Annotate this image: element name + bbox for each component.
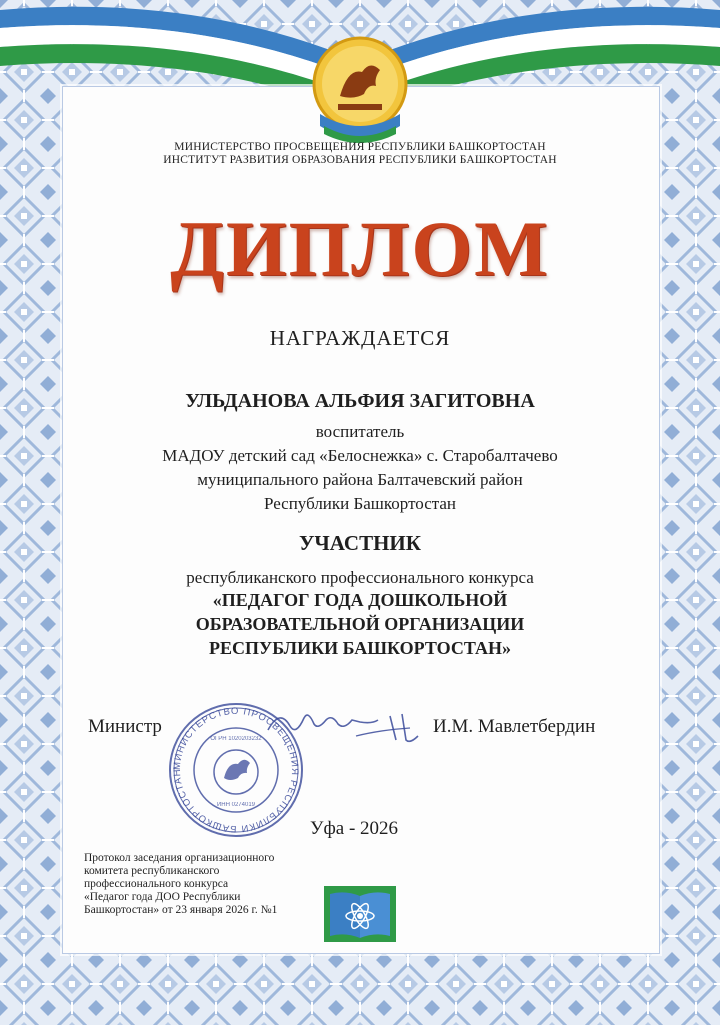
contest-name-line-2: ОБРАЗОВАТЕЛЬНОЙ ОРГАНИЗАЦИИ — [195, 614, 525, 634]
recipient-org-line-2: муниципального района Балтачевский район — [197, 470, 523, 489]
minister-name: И.М. Мавлетбердин — [433, 716, 596, 737]
protocol-line-3: профессионального конкурса — [84, 878, 229, 890]
city-year: Уфа - 2026 — [310, 818, 399, 839]
contest-name-line-1: «ПЕДАГОГ ГОДА ДОШКОЛЬНОЙ — [212, 590, 508, 610]
diploma-title: ДИПЛОМ — [170, 205, 550, 292]
ministry-line-2: ИНСТИТУТ РАЗВИТИЯ ОБРАЗОВАНИЯ РЕСПУБЛИКИ БАШКОРТОСТАН — [163, 154, 557, 166]
award-status: УЧАСТНИК — [298, 531, 421, 555]
recipient-name: УЛЬДАНОВА АЛЬФИЯ ЗАГИТОВНА — [185, 390, 535, 412]
protocol-note — [84, 852, 324, 917]
bashkortostan-emblem-icon — [310, 34, 410, 144]
protocol-line-5: Башкортостан» от 23 января 2026 г. №1 — [84, 904, 278, 916]
ministry-line-1: МИНИСТЕРСТВО ПРОСВЕЩЕНИЯ РЕСПУБЛИКИ БАШКОРТОСТАН — [174, 141, 546, 153]
recipient-org-line-1: МАДОУ детский сад «Белоснежка» с. Старобалтачево — [162, 446, 558, 465]
minister-signature — [260, 700, 435, 750]
contest-name-line-3: РЕСПУБЛИКИ БАШКОРТОСТАН» — [209, 638, 511, 658]
protocol-line-2: комитета республиканского — [84, 865, 220, 877]
open-book-atom-icon — [320, 882, 400, 946]
protocol-line-1: Протокол заседания организационного — [84, 852, 275, 864]
contest-intro: республиканского профессионального конкурса — [186, 568, 534, 587]
svg-text:МИНИСТЕРСТВО ПРОСВЕЩЕНИЯ РЕСПУ: МИНИСТЕРСТВО ПРОСВЕЩЕНИЯ РЕСПУБЛИКИ БАШКОРТОСТАН — [171, 705, 301, 835]
protocol-line-4: «Педагог года ДОО Республики — [84, 891, 241, 903]
recipient-org-line-3: Республики Башкортостан — [263, 494, 457, 513]
recipient-position: воспитатель — [315, 422, 405, 441]
svg-text:ОГРН 1020203232: ОГРН 1020203232 — [210, 736, 262, 742]
awarded-label: НАГРАЖДАЕТСЯ — [269, 326, 451, 350]
svg-text:ИНН 0274019: ИНН 0274019 — [216, 802, 256, 808]
minister-label: Министр — [88, 716, 162, 737]
